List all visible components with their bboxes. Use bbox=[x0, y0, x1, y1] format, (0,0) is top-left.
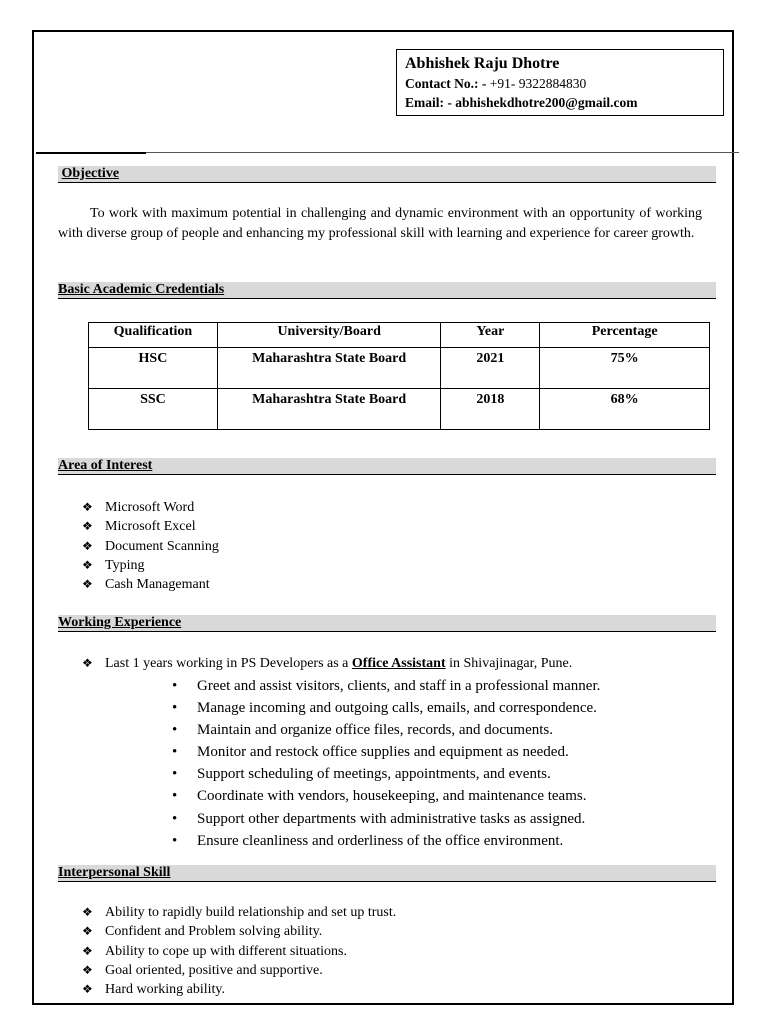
list-item: ❖ Confident and Problem solving ability. bbox=[82, 922, 396, 941]
table-cell: HSC bbox=[89, 348, 218, 389]
diamond-bullet-icon: ❖ bbox=[82, 943, 93, 958]
table-cell: 68% bbox=[540, 389, 710, 430]
email-value: abhishekdhotre200@gmail.com bbox=[451, 95, 638, 110]
table-cell: 75% bbox=[540, 348, 710, 389]
dot-bullet-icon: • bbox=[172, 810, 178, 827]
dot-bullet-icon: • bbox=[172, 700, 178, 717]
list-item: • Support other departments with administrative tasks as assigned. bbox=[172, 808, 600, 830]
diamond-bullet-icon: ❖ bbox=[82, 577, 93, 592]
contact-box bbox=[396, 49, 724, 116]
contact-number bbox=[405, 74, 715, 93]
list-item: ❖ Ability to rapidly build relationship and set up trust. bbox=[82, 903, 396, 922]
list-item: ❖ Hard working ability. bbox=[82, 980, 396, 999]
interests-heading: Area of Interest bbox=[58, 458, 716, 475]
list-item: ❖ Cash Managemant bbox=[82, 575, 219, 594]
header-divider-accent bbox=[36, 152, 146, 154]
diamond-bullet-icon: ❖ bbox=[82, 905, 93, 919]
column-header: Qualification bbox=[89, 323, 218, 348]
table-header-row bbox=[89, 323, 710, 348]
job-role: Office Assistant bbox=[351, 656, 446, 671]
diamond-bullet-icon: ❖ bbox=[82, 500, 93, 514]
column-header: University/Board bbox=[217, 323, 441, 348]
contact-email bbox=[405, 93, 715, 112]
table-cell: Maharashtra State Board bbox=[217, 348, 441, 389]
list-item: ❖ Typing bbox=[82, 556, 219, 575]
diamond-bullet-icon: ❖ bbox=[82, 982, 93, 997]
list-item: ❖ Ability to cope up with different situations. bbox=[82, 942, 396, 961]
contact-label: Contact No.: - bbox=[405, 76, 487, 91]
interests-list bbox=[82, 498, 219, 594]
candidate-name: Abhishek Raju Dhotre bbox=[405, 55, 560, 72]
list-item: ❖ Microsoft Excel bbox=[82, 517, 219, 536]
list-item: ❖ Document Scanning bbox=[82, 537, 219, 556]
list-item: • Coordinate with vendors, housekeeping, and maintenance teams. bbox=[172, 785, 600, 807]
column-header: Percentage bbox=[540, 323, 710, 348]
experience-heading: Working Experience bbox=[58, 615, 716, 632]
list-item: • Monitor and restock office supplies and equipment as needed. bbox=[172, 741, 600, 763]
diamond-bullet-icon: ❖ bbox=[82, 557, 93, 572]
diamond-bullet-icon: ❖ bbox=[82, 656, 93, 670]
list-item: ❖ Goal oriented, positive and supportive. bbox=[82, 961, 396, 980]
objective-heading: Objective bbox=[58, 166, 716, 183]
skills-list bbox=[82, 903, 396, 999]
list-item: • Manage incoming and outgoing calls, emails, and correspondence. bbox=[172, 697, 600, 719]
dot-bullet-icon: • bbox=[172, 678, 178, 694]
table-cell: Maharashtra State Board bbox=[217, 389, 441, 430]
objective-text: To work with maximum potential in challenging and dynamic environment with an opportunity of working with diverse group of people and enhancing my professional skill with learning and experience for career growth. bbox=[58, 206, 702, 241]
dot-bullet-icon: • bbox=[172, 766, 178, 783]
diamond-bullet-icon: ❖ bbox=[82, 924, 93, 939]
table-row bbox=[89, 389, 710, 430]
diamond-bullet-icon: ❖ bbox=[82, 538, 93, 553]
skills-heading: Interpersonal Skill bbox=[58, 865, 716, 882]
contact-value: +91- 9322884830 bbox=[486, 76, 587, 91]
academics-heading: Basic Academic Credentials bbox=[58, 282, 716, 299]
duties-list bbox=[172, 675, 600, 852]
table-cell: 2021 bbox=[441, 348, 540, 389]
diamond-bullet-icon: ❖ bbox=[82, 962, 93, 977]
list-item: • Greet and assist visitors, clients, and staff in a professional manner. bbox=[172, 675, 600, 697]
table-cell: SSC bbox=[89, 389, 218, 430]
list-item: • Support scheduling of meetings, appointments, and events. bbox=[172, 763, 600, 785]
list-item: • Ensure cleanliness and orderliness of the office environment. bbox=[172, 830, 600, 852]
list-item: ❖ Microsoft Word bbox=[82, 498, 219, 517]
table-row bbox=[89, 348, 710, 389]
dot-bullet-icon: • bbox=[172, 722, 178, 739]
dot-bullet-icon: • bbox=[172, 788, 178, 805]
diamond-bullet-icon: ❖ bbox=[82, 519, 93, 534]
experience-summary: ❖ Last 1 years working in PS Developers as a Office Assistant in Shivajinagar, Pune. bbox=[82, 656, 573, 671]
list-item: • Maintain and organize office files, records, and documents. bbox=[172, 719, 600, 741]
dot-bullet-icon: • bbox=[172, 832, 178, 849]
email-label: Email: - bbox=[405, 95, 452, 110]
dot-bullet-icon: • bbox=[172, 744, 178, 761]
table-cell: 2018 bbox=[441, 389, 540, 430]
column-header: Year bbox=[441, 323, 540, 348]
academics-table bbox=[88, 322, 710, 430]
